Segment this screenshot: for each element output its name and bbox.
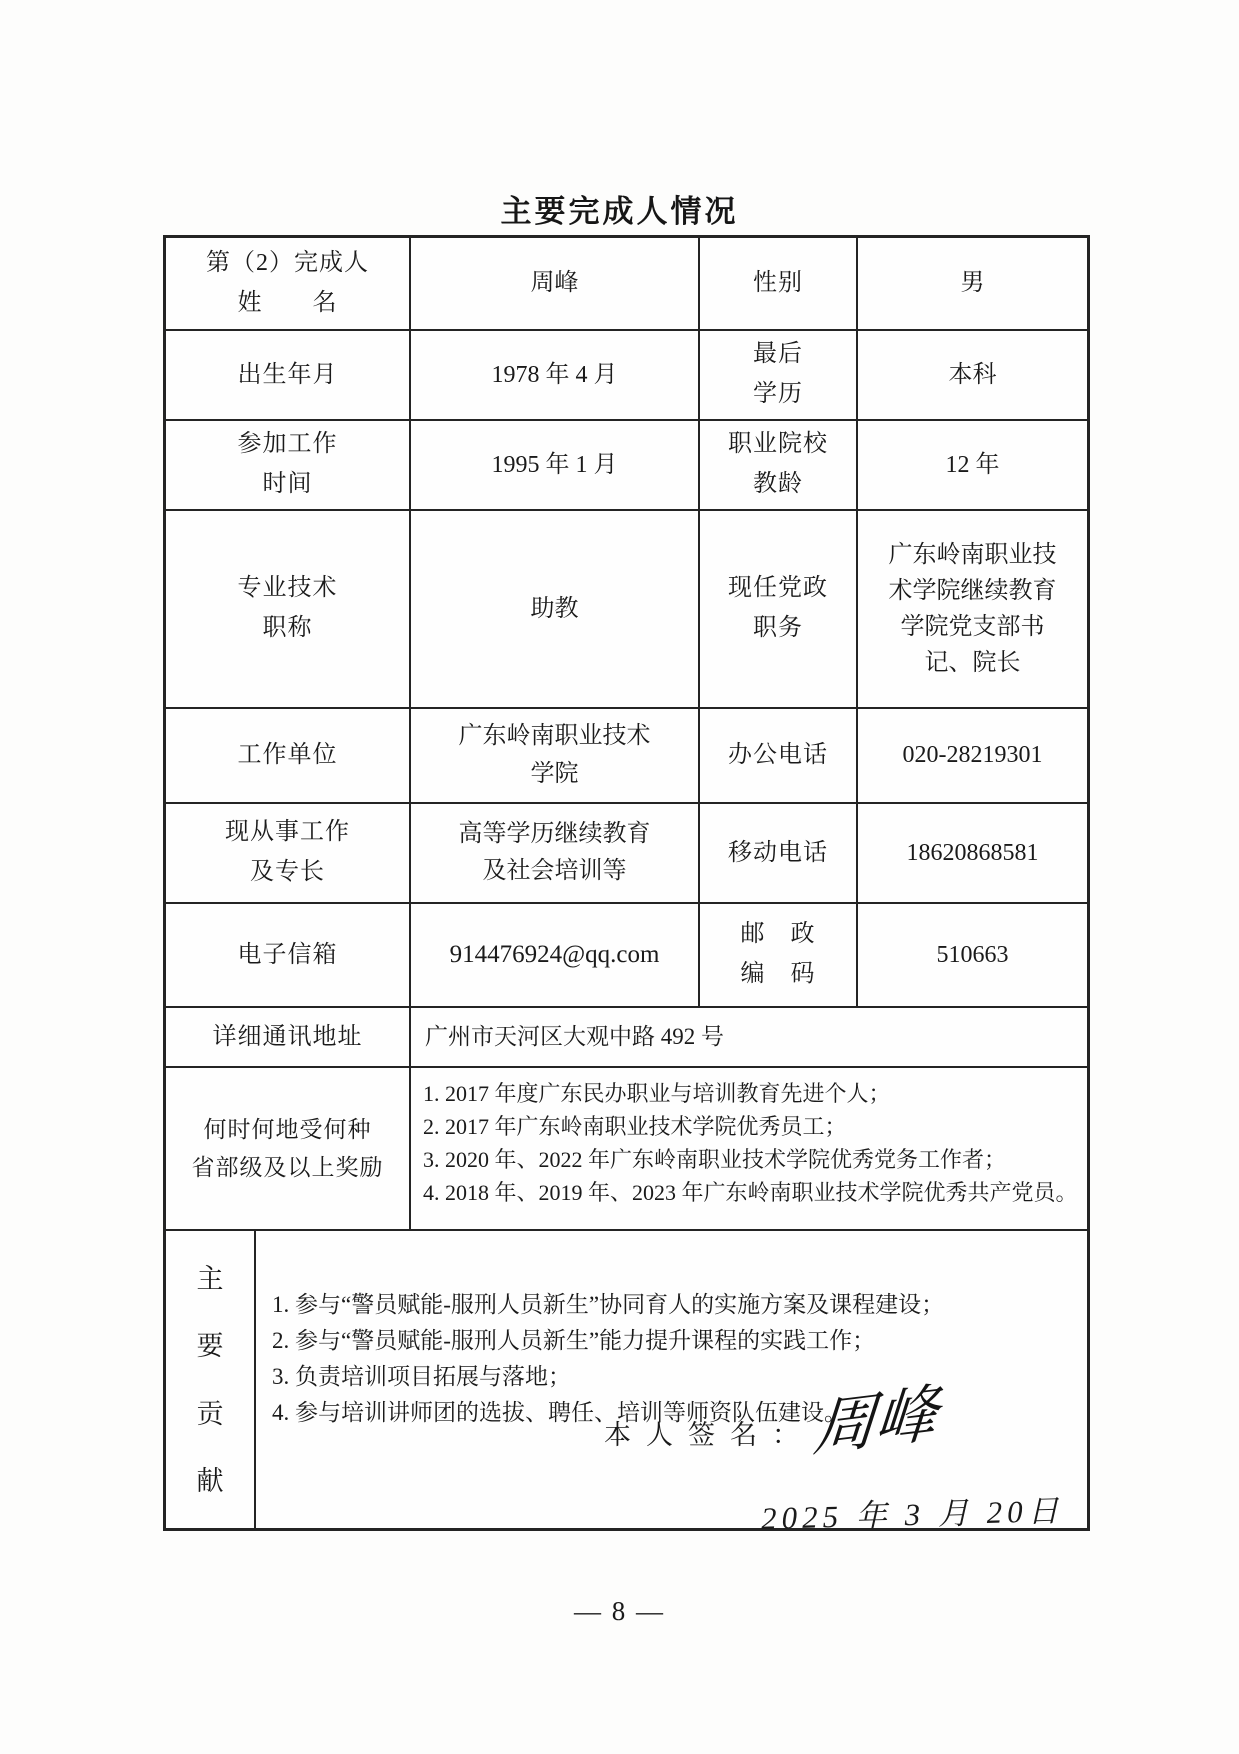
cell-label-completer-name (166, 238, 411, 329)
mobile-phone-value: 18620868581 (906, 839, 1039, 866)
contributions-label-char: 贡 (196, 1398, 224, 1429)
teaching-years-value: 12 年 (945, 451, 1000, 478)
contribution-item: 2. 参与“警员赋能-服刑人员新生”能力提升课程的实践工作； (272, 1328, 876, 1353)
cell-value-awards (411, 1068, 1087, 1229)
contribution-item: 4. 参与培训讲师团的选拔、聘任、培训等师资队伍建设。 (272, 1400, 847, 1425)
address-value: 广州市天河区大观中路 492 号 (425, 1023, 724, 1049)
cell-label-last-education (700, 331, 858, 419)
cell-value-office-phone (858, 709, 1087, 802)
contributions-label-char: 要 (196, 1331, 224, 1362)
cell-label-current-post (700, 511, 858, 707)
email-label: 电子信箱 (237, 941, 338, 968)
current-work-label-line1: 现从事工作 (225, 819, 350, 846)
cell-value-birth-date (411, 331, 700, 419)
cell-label-work-unit (166, 709, 411, 802)
awards-label-line2: 省部级及以上奖励 (191, 1154, 384, 1180)
completer-label-line1: 第（2）完成人 (206, 249, 369, 276)
table-row-current-work (166, 804, 1087, 904)
cell-label-professional-title (166, 511, 411, 707)
table-row-address (166, 1008, 1087, 1068)
cell-value-address (411, 1008, 1087, 1066)
cell-value-teaching-years (858, 421, 1087, 509)
cell-value-contributions (256, 1231, 1087, 1536)
cell-label-contributions (166, 1231, 256, 1528)
work-unit-label: 工作单位 (237, 742, 338, 769)
table-row-email (166, 904, 1087, 1008)
work-start-label-line2: 时间 (262, 471, 313, 497)
page-title: 主要完成人情况 (500, 194, 739, 229)
handwritten-signature: 周峰 (810, 1379, 941, 1465)
gender-label: 性别 (753, 270, 803, 297)
cell-label-postal-code (700, 904, 858, 1006)
professional-title-value: 助教 (530, 595, 579, 622)
cell-label-work-start (166, 421, 411, 509)
table-row-name (166, 238, 1087, 331)
cell-value-work-start (411, 421, 700, 509)
cell-value-mobile-phone (858, 804, 1087, 902)
awards-label-line1: 何时何地受何种 (203, 1116, 372, 1142)
birth-label: 出生年月 (237, 361, 338, 388)
current-work-value: 高等学历继续教育及社会培训等 (458, 820, 651, 884)
work-start-label-line1: 参加工作 (237, 431, 338, 458)
education-value: 本科 (948, 361, 997, 388)
contribution-item: 3. 负责培训项目拓展与落地； (272, 1364, 571, 1389)
work-start-value: 1995 年 1 月 (491, 451, 618, 478)
gender-value: 男 (960, 270, 985, 297)
contribution-item: 1. 参与“警员赋能-服刑人员新生”协同育人的实施方案及课程建设； (272, 1292, 945, 1317)
postal-code-value: 510663 (936, 941, 1009, 968)
cell-label-gender (700, 238, 858, 329)
completer-label-line2: 姓 名 (237, 289, 338, 316)
award-item: 1. 2017 年度广东民办职业与培训教育先进个人； (423, 1081, 891, 1106)
completer-name: 周峰 (530, 270, 579, 297)
current-post-label-line2: 职务 (753, 615, 803, 641)
award-item: 4. 2018 年、2019 年、2023 年广东岭南职业技术学院优秀共产党员。 (423, 1180, 1078, 1205)
cell-label-office-phone (700, 709, 858, 802)
email-value: 914476924@qq.com (449, 941, 660, 968)
contributions-label-char: 献 (196, 1465, 224, 1496)
table-row-birth (166, 331, 1087, 421)
completer-info-table (163, 235, 1090, 1536)
cell-value-gender (858, 238, 1087, 329)
current-post-label-line1: 现任党政 (728, 575, 828, 602)
cell-label-teaching-years (700, 421, 858, 509)
postal-code-label-line1: 邮 政 (740, 921, 816, 948)
teaching-years-label-line1: 职业院校 (728, 431, 828, 458)
current-post-value: 广东岭南职业技术学院继续教育学院党支部书记、院长 (888, 542, 1057, 676)
cell-label-awards (166, 1068, 411, 1229)
page-number: — 8 — (574, 1596, 665, 1626)
cell-label-email (166, 904, 411, 1006)
mobile-phone-label: 移动电话 (728, 839, 828, 866)
professional-title-label-line1: 专业技术 (237, 575, 338, 602)
cell-label-address (166, 1008, 411, 1066)
cell-value-professional-title (411, 511, 700, 707)
table-row-awards (166, 1068, 1087, 1231)
teaching-years-label-line2: 教龄 (753, 471, 803, 497)
postal-code-label-line2: 编 码 (740, 961, 816, 987)
table-row-work-unit (166, 709, 1087, 804)
cell-label-mobile-phone (700, 804, 858, 902)
handwritten-date: 2025 年 3 月 20日 (760, 1493, 1064, 1536)
work-unit-value: 广东岭南职业技术学院 (458, 723, 651, 787)
education-label-line1: 最后 (753, 341, 803, 368)
award-item: 3. 2020 年、2022 年广东岭南职业技术学院优秀党务工作者； (423, 1147, 1007, 1172)
cell-value-email (411, 904, 700, 1006)
cell-label-current-work (166, 804, 411, 902)
office-phone-value: 020-28219301 (902, 742, 1043, 769)
current-work-label-line2: 及专长 (250, 859, 325, 885)
table-row-contributions (166, 1231, 1087, 1536)
cell-value-current-post (858, 511, 1087, 707)
address-label: 详细通讯地址 (212, 1023, 363, 1050)
office-phone-label: 办公电话 (728, 742, 828, 769)
award-item: 2. 2017 年广东岭南职业技术学院优秀员工； (423, 1114, 847, 1139)
cell-value-work-unit (411, 709, 700, 802)
table-row-title (166, 511, 1087, 709)
birth-value: 1978 年 4 月 (491, 361, 618, 388)
cell-value-current-work (411, 804, 700, 902)
cell-value-completer-name (411, 238, 700, 329)
professional-title-label-line2: 职称 (262, 615, 313, 641)
contributions-label-char: 主 (196, 1264, 224, 1294)
signature-label: 本人签名： (604, 1420, 814, 1450)
cell-value-postal-code (858, 904, 1087, 1006)
table-row-work-start (166, 421, 1087, 511)
cell-label-birth-date (166, 331, 411, 419)
education-label-line2: 学历 (753, 381, 803, 407)
cell-value-last-education (858, 331, 1087, 419)
